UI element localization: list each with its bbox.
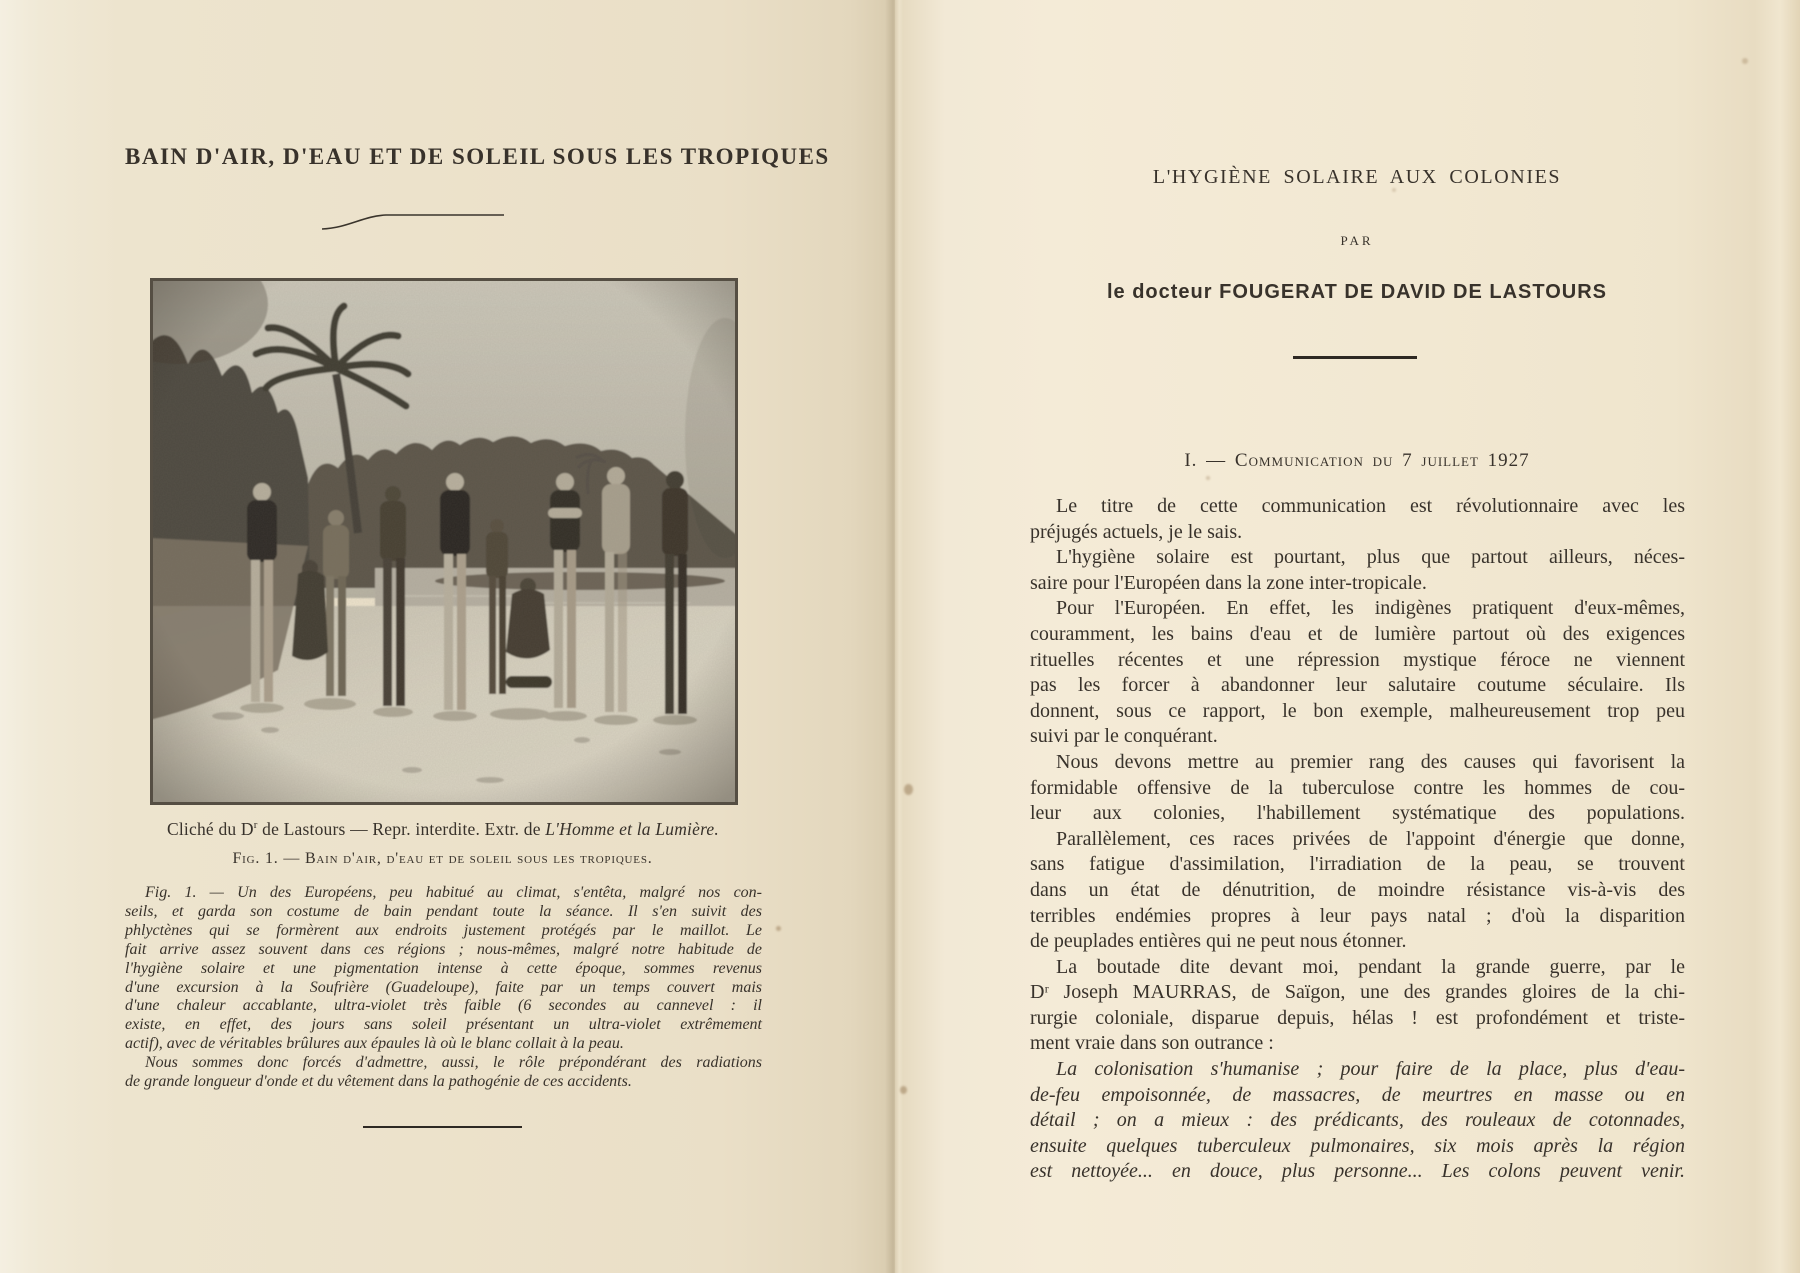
text-line: donnent, sous ce rapport, le bon exemple, malheureusement trop peu	[1030, 699, 1685, 722]
text-line: Le titre de cette communication est révolutionnaire avec les	[1056, 495, 1685, 517]
foxing-speck	[1742, 58, 1748, 64]
beach-photograph	[150, 278, 738, 805]
text-line: pas les forcer à abandonner leur salutaire coutume séculaire. Ils	[1030, 674, 1685, 697]
text-line: rituelles récentes et une répression mystique féroce ne viennent	[1030, 648, 1685, 671]
text-line: Pour l'Européen. En effet, les indigènes pratiquent d'eux-mêmes,	[1056, 597, 1685, 620]
text-line: couramment, les bains d'eau et de lumière partout où des exigences	[1030, 622, 1685, 645]
foxing-speck	[900, 1086, 907, 1094]
text-line: seils, et garda son costume de bain pendant toute la séance. Il s'en suivit des	[125, 902, 762, 920]
text-line: ment vraie dans son outrance :	[1030, 1032, 1274, 1055]
foxing-speck	[904, 784, 913, 795]
left-page-title: BAIN D'AIR, D'EAU ET DE SOLEIL SOUS LES TROPIQUES	[125, 144, 830, 169]
text-line: de peuplades entières qui ne peut nous étonner.	[1030, 930, 1407, 953]
text-line: La colonisation s'humanise ; pour faire de la place, plus d'eau-	[1056, 1058, 1685, 1081]
text-line: formidable offensive de la tuberculose contre les hommes de cou-	[1030, 776, 1685, 799]
section-heading: I. — Communication du 7 juillet 1927	[1184, 450, 1530, 471]
text-line: Nous sommes donc forcés d'admettre, aussi, le rôle prépondérant des radiations	[145, 1054, 762, 1072]
gutter-shadow	[885, 0, 903, 1273]
text-line: actif), avec de véritables brûlures aux épaules là où le blanc collait à la peau.	[125, 1035, 624, 1053]
text-line: dans un état de dénutrition, de moindre résistance vis-à-vis des	[1030, 878, 1685, 901]
text-line: La boutade dite devant moi, pendant la grande guerre, par le	[1056, 955, 1685, 978]
text-line: existe, en effet, des jours sans soleil présentant un ultra-violet extrêmement	[125, 1016, 762, 1034]
text-line: Parallèlement, ces races privées de l'appoint d'énergie que donne,	[1056, 827, 1685, 850]
text-line: Dʳ Joseph MAURRAS, de Saïgon, une des grandes gloires de la chi-	[1030, 981, 1685, 1004]
text-line: d'une chaleur accablante, ultra-violet très faible (6 secondes au cannevel : il	[125, 997, 762, 1015]
photo-credit-line	[118, 819, 768, 840]
text-line: Nous devons mettre au premier rang des causes qui favorisent la	[1056, 750, 1685, 773]
text-line: de-feu empoisonnée, de massacres, de meurtres en masse ou en	[1030, 1083, 1685, 1106]
text-line: est nettoyée... en douce, plus personne... Les colons peuvent venir.	[1030, 1160, 1685, 1183]
text-line: leur aux colonies, l'habillement systématique des populations.	[1030, 802, 1685, 825]
foxing-speck	[776, 926, 781, 931]
foxing-speck	[1206, 476, 1210, 480]
text-line: fait arrive assez souvent dans ces régions ; nous-mêmes, malgré notre habitude de	[125, 940, 762, 958]
text-line: détail ; on a mieux : des prédicants, des rouleaux de cotonnades,	[1030, 1109, 1685, 1132]
text-line: L'hygiène solaire est pourtant, plus que partout ailleurs, néces-	[1056, 546, 1685, 569]
text-line: rurgie coloniale, disparue depuis, hélas ! est profondément et triste-	[1030, 1006, 1685, 1029]
text-line: phlyctènes qui se formèrent aux endroits justement protégés par le maillot. Le	[125, 921, 762, 939]
credit-text: Cliché du D	[167, 819, 254, 839]
text-line: sans fatigue d'assimilation, l'irradiation de la peau, se trouvent	[1030, 853, 1685, 876]
text-line: terribles endémies propres à leur pays natal ; d'où la disparition	[1030, 904, 1685, 927]
author-rule	[1293, 356, 1417, 359]
text-line: préjugés actuels, je le sais.	[1030, 520, 1243, 543]
text-line: de grande longueur d'onde et du vêtement dans la pathogénie de ces accidents.	[125, 1073, 632, 1091]
credit-text: de Lastours — Repr. interdite. Extr. de	[257, 819, 546, 839]
left-page-end-rule	[363, 1126, 522, 1128]
text-line: ensuite quelques tuberculeux pulmonaires, six mois après la région	[1030, 1134, 1685, 1157]
title-flourish-rule	[318, 204, 508, 232]
text-line: Fig. 1. — Un des Européens, peu habitué au climat, s'entêta, malgré nos con-	[145, 884, 762, 901]
text-line: l'hygiène solaire et une pigmentation intense à cette époque, sommes revenus	[125, 959, 762, 977]
credit-source-title: L'Homme et la Lumière.	[545, 819, 719, 839]
text-line: d'une excursion à la Soufrière (Guadeloupe), faite par un temps couvert mais	[125, 978, 762, 996]
body-text	[1030, 494, 1685, 1185]
right-page-title: L'HYGIÈNE SOLAIRE AUX COLONIES	[1152, 166, 1562, 188]
byline-word: PAR	[1340, 233, 1374, 248]
figure-note-paragraphs	[125, 884, 762, 1092]
credit-superscript: r	[253, 819, 258, 832]
text-line: saire pour l'Européen dans la zone inter-tropicale.	[1030, 571, 1427, 594]
figure-caption: Fig. 1. — Bain d'air, d'eau et de soleil sous les tropiques.	[232, 850, 653, 867]
author-name: le docteur FOUGERAT DE DAVID DE LASTOURS	[1106, 281, 1608, 303]
text-line: suivi par le conquérant.	[1030, 725, 1218, 748]
